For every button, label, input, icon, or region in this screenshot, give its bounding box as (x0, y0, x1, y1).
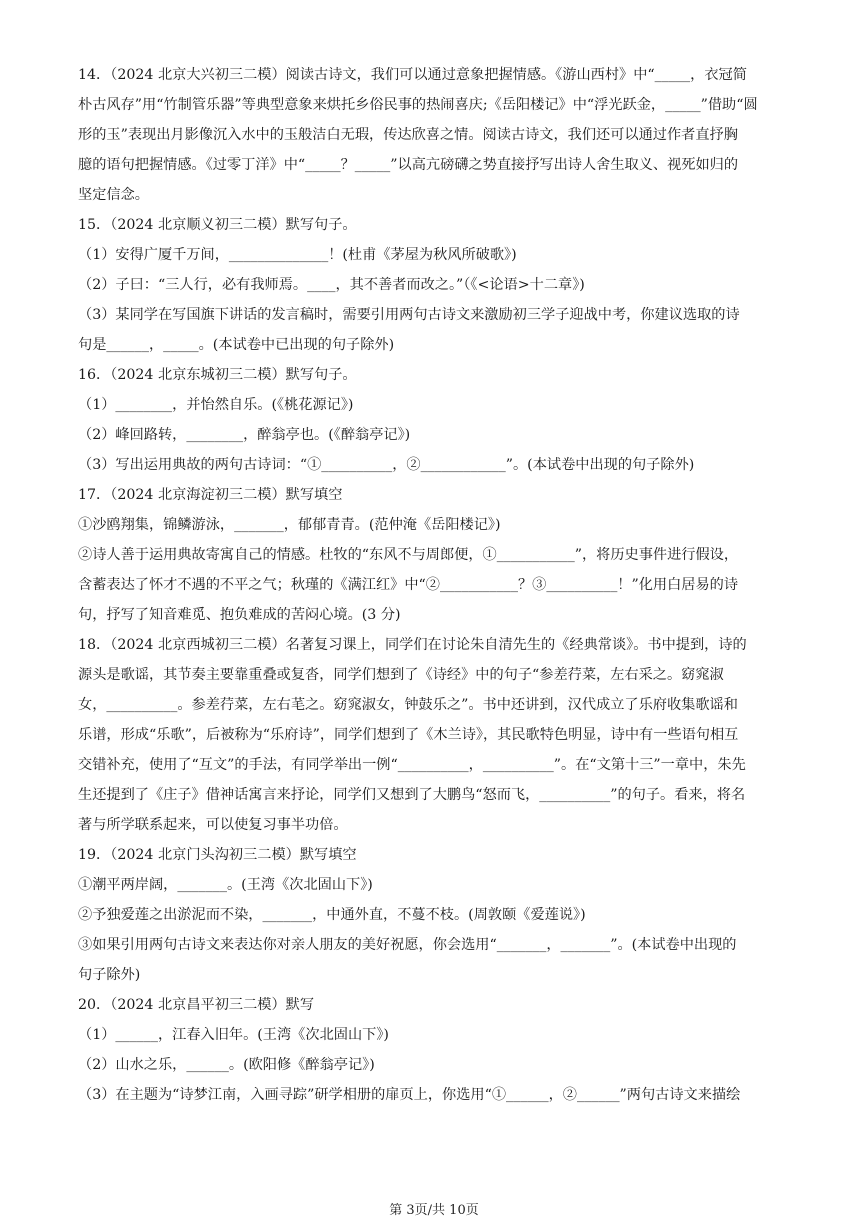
text-line: （2）山水之乐，______。(欧阳修《醉翁亭记》) (78, 1057, 375, 1073)
text-line: ②予独爱莲之出淤泥而不染，_______，中通外直，不蔓不枝。(周敦颐《爱莲说》) (78, 907, 586, 923)
text-line: ③如果引用两句古诗文来表达你对亲人朋友的美好祝愿，你会选用“_______，_______”。(本试卷中出现的 (78, 937, 737, 953)
question-heading: 18．（2024 北京西城初三二模）名著复习课上，同学们在讨论朱自清先生的《经典常谈》。书中提到，诗的 (78, 637, 747, 653)
text-line: 14．（2024 北京大兴初三二模）阅读古诗文，我们可以通过意象把握情感。《游山西村》中“_____，衣冠简 (78, 67, 747, 83)
text-line: （3）在主题为“诗梦江南，入画寻踪”研学相册的扉页上，你选用“①______，②______”两句古诗文来描绘 (78, 1087, 741, 1103)
text-line: 形的玉”表现出月影像沉入水中的玉般洁白无瑕，传达欣喜之情。阅读古诗文，我们还可以通过作者直抒胸 (78, 127, 738, 143)
question-heading: 15．（2024 北京顺义初三二模）默写句子。 (78, 217, 357, 233)
text-line: （2）峰回路转，________，醉翁亭也。(《醉翁亭记》) (78, 427, 411, 443)
question-heading: 20．（2024 北京昌平初三二模）默写 (78, 997, 315, 1013)
text-line: 女，__________。参差荇菜，左右芼之。窈窕淑女，钟鼓乐之”。书中还讲到，汉代成立了乐府收集歌谣和 (78, 697, 738, 713)
question-heading: 16．（2024 北京东城初三二模）默写句子。 (78, 367, 357, 383)
text-line: 含蓄表达了怀才不遇的不平之气；秋瑾的《满江红》中“②___________？③__________！”化用白居易的诗 (78, 577, 739, 593)
page-footer: 第 3页/共 10页 (389, 1203, 479, 1218)
text-line: 乐谱，形成“乐歌”，后被称为“乐府诗”，同学们想到了《木兰诗》，其民歌特色明显，诗中有一些语句相互 (78, 727, 739, 743)
text-line: 坚定信念。 (78, 187, 149, 203)
text-line: （3）写出运用典故的两句古诗词：“①__________，②____________”。(本试卷中出现的句子除外) (78, 457, 695, 473)
document-page (78, 60, 796, 1110)
text-line: 生还提到了《庄子》借神话寓言来抒论，同学们又想到了大鹏鸟“怒而飞，__________”的句子。看来，将名 (78, 787, 746, 803)
question-heading: 17．（2024 北京海淀初三二模）默写填空 (78, 487, 343, 503)
text-line: 臆的语句把握情感。《过零丁洋》中“_____？_____”以高亢磅礴之势直接抒写出诗人舍生取义、视死如归的 (78, 157, 739, 173)
text-line: 交错补充，使用了“互文”的手法，有同学举出一例“__________，__________”。在“文第十三”一章中，朱先 (78, 757, 746, 773)
question-heading: 19．（2024 北京门头沟初三二模）默写填空 (78, 847, 357, 863)
text-line: （2）子曰：“三人行，必有我师焉。____，其不善者而改之。”（《<论语>十二章》) (78, 277, 585, 293)
text-line: （1）________，并怡然自乐。(《桃花源记》) (78, 397, 354, 413)
text-line: 源头是歌谣，其节奏主要靠重叠或复沓，同学们想到了《诗经》中的句子“参差荇菜，左右采之。窈窕淑 (78, 667, 724, 683)
text-line: （1）______，江春入旧年。(王湾《次北固山下》) (78, 1027, 389, 1043)
text-line: 朴古风存”用“竹制管乐器”等典型意象来烘托乡俗民事的热闹喜庆;《岳阳楼记》中“浮光跃金，_____”借助“圆 (78, 97, 758, 113)
text-line: 句，抒写了知音难觅、抱负难成的苦闷心境。(3 分) (78, 607, 401, 623)
text-line: 句是______，_____。(本试卷中已出现的句子除外) (78, 337, 395, 353)
text-line: 句子除外) (78, 967, 141, 983)
text-line: （3）某同学在写国旗下讲话的发言稿时，需要引用两句古诗文来激励初三学子迎战中考，你建议选取的诗 (78, 307, 740, 323)
text-line: ①潮平两岸阔，_______。(王湾《次北固山下》) (78, 877, 373, 893)
text-line: （1）安得广厦千万间，______________！(杜甫《茅屋为秋风所破歌》) (78, 247, 517, 263)
text-line: ②诗人善于运用典故寄寓自己的情感。杜牧的“东风不与周郎便，①___________”，将历史事件进行假设， (78, 547, 739, 563)
text-line: ①沙鸥翔集，锦鳞游泳，_______，郁郁青青。(范仲淹《岳阳楼记》) (78, 517, 501, 533)
text-line: 著与所学联系起来，可以使复习事半功倍。 (78, 817, 348, 833)
